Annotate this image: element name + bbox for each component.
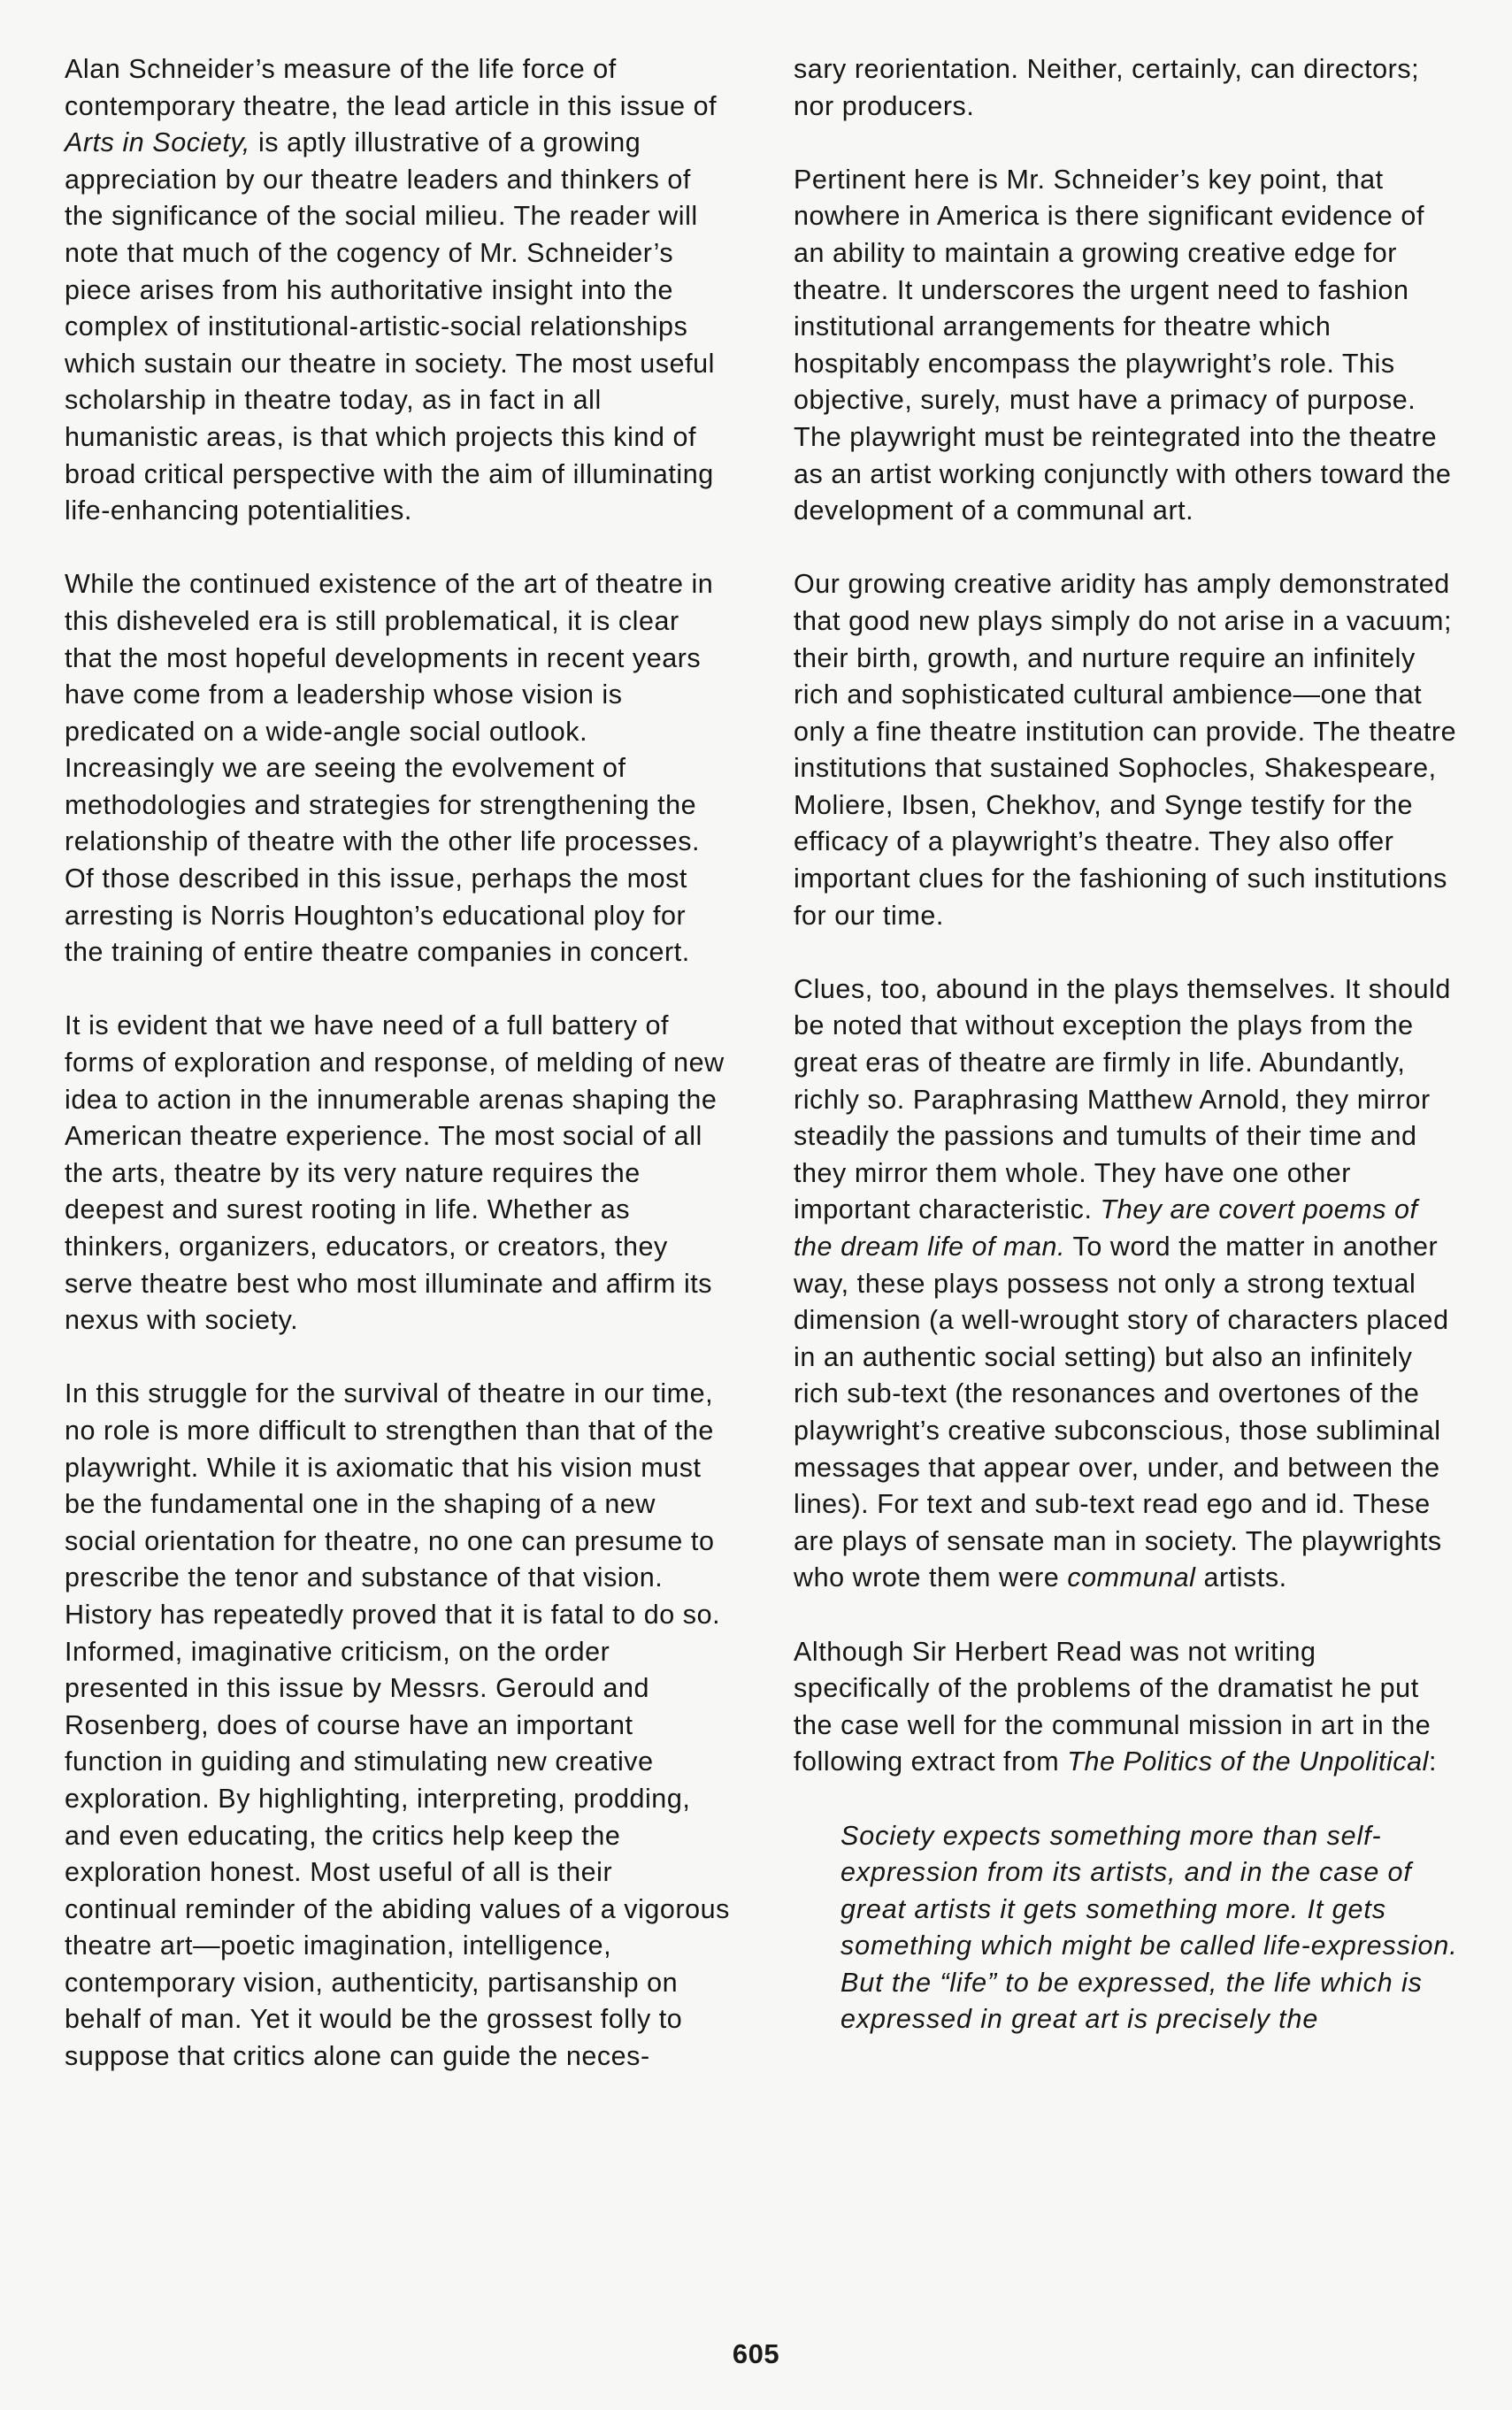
emphasis-text: They are covert poems of the dream life of man. xyxy=(794,1194,1418,1262)
left-column xyxy=(65,51,730,2112)
block-quote xyxy=(840,1818,1459,2039)
paragraph-herbert-read xyxy=(794,1634,1459,1781)
paragraph-text: is aptly illustrative of a growing appreciation by our theatre leaders and thinkers of the significance of the social milieu. The reader will note that much of the cogency of Mr. Schneider’s piece arises from his authoritative insight into the complex of institutional-artistic-social relationships which sustain our theatre in society. The most useful scholarship in theatre today, as in fact in all humanistic areas, is that which projects this kind of broad critical perspective with the aim of illuminating life-enhancing potentialities. xyxy=(65,127,715,526)
paragraph-pertinent: Pertinent here is Mr. Schneider’s key point, that nowhere in America is there significant evidence of an ability to maintain a growing creative edge for theatre. It underscores the urgent need to fashion institutional arrangements for theatre which hospitably encompass the playwright’s role. This objective, surely, must have a primacy of purpose. The playwright must be reintegrated into the theatre as an artist working conjunctly with others toward the development of a communal art. xyxy=(794,164,1452,526)
paragraph-text: Although Sir Herbert Read was not writing specifically of the problems of the dramatist he put the case well for the communal mission in art in the following extract from xyxy=(794,1636,1431,1777)
paragraph-text: Clues, too, abound in the plays themselves. It should be noted that without exception the plays from the great eras of theatre are firmly in life. Abundantly, richly so. Paraphrasing Matthew Arnold, they mirror steadily the passions and tumults of their time and they mirror them whole. They have one other important characteristic. xyxy=(794,973,1451,1225)
right-column xyxy=(794,51,1459,2038)
book-title: The Politics of the Unpolitical xyxy=(1067,1746,1429,1777)
emphasis-text: communal xyxy=(1067,1562,1196,1593)
paragraph-text: Alan Schneider’s measure of the life force of contemporary theatre, the lead article in this issue of xyxy=(65,54,718,121)
journal-title: Arts in Society, xyxy=(65,127,250,158)
paragraph-creative-aridity: Our growing creative aridity has amply demonstrated that good new plays simply do not arise in a vacuum; their birth, growth, and nurture require an infinitely rich and sophisticated cultural ambience—one that only a fine theatre institution can provide. The theatre institutions that sustained Sophocles, Shakespeare, Moliere, Ibsen, Chekhov, and Synge testify for the efficacy of a playwright’s theatre. They also offer important clues for the fashioning of such institutions for our time. xyxy=(794,569,1457,931)
paragraph-continued-existence: While the continued existence of the art of theatre in this disheveled era is still problematical, it is clear that the most hopeful developments in recent years have come from a leadership whose vision is predicated on a wide-angle social outlook. Increasingly we are seeing the evolvement of methodologies and strategies for strengthening the relationship of theatre with the other life processes. Of those described in this issue, perhaps the most arresting is Norris Houghton’s educational ploy for the training of entire theatre companies in concert. xyxy=(65,569,714,968)
paragraph-reorientation: sary reorientation. Neither, certainly, can directors; nor producers. xyxy=(794,54,1420,121)
paragraph-full-battery: It is evident that we have need of a full battery of forms of exploration and response, of melding of new idea to action in the innumerable arenas shaping the American theatre experience. The most social of all the arts, theatre by its very nature requires the deepest and surest rooting in life. Whether as thinkers, organizers, educators, or creators, they serve theatre best who most illuminate and affirm its nexus with society. xyxy=(65,1010,725,1336)
paragraph-text: To word the matter in another way, these plays possess not only a strong textual dimension (a well-wrought story of characters placed in an authentic social setting) but also an infinitely rich sub-text (the resonances and overtones of the playwright’s creative subconscious, those subliminal messages that appear over, under, and between the lines). For text and sub-text read ego and id. These are plays of sensate man in society. The playwrights who wrote them were xyxy=(794,1232,1449,1593)
paragraph-schneider-measure xyxy=(65,51,730,530)
paragraph-struggle-survival: In this struggle for the survival of theatre in our time, no role is more difficult to strengthen than that of the playwright. While it is axiomatic that his vision must be the fundamental one in the shaping of a new social orientation for theatre, no one can presume to prescribe the tenor and substance of that vision. History has repeatedly proved that it is fatal to do so. Informed, imaginative criticism, on the order presented in this issue by Messrs. Gerould and Rosenberg, does of course have an important function in guiding and stimulating new creative exploration. By highlighting, interpreting, prodding, and even educating, the critics help keep the exploration honest. Most useful of all is their continual reminder of the abiding values of a vigorous theatre art—poetic imagination, intelligence, contemporary vision, authenticity, partisanship on behalf of man. Yet it would be the grossest folly to suppose that critics alone can guide the neces- xyxy=(65,1378,730,2072)
page-number: 605 xyxy=(732,2338,780,2369)
paragraph-text: artists. xyxy=(1195,1562,1287,1593)
paragraph-text: : xyxy=(1428,1746,1437,1777)
paragraph-clues xyxy=(794,971,1459,1597)
quote-text: Society expects something more than self-expression from its artists, and in the case of great artists it gets something more. It gets something which might be called life-expression. But the “life” to be expressed, the life which is expressed in great art is precisely the xyxy=(840,1820,1458,2035)
